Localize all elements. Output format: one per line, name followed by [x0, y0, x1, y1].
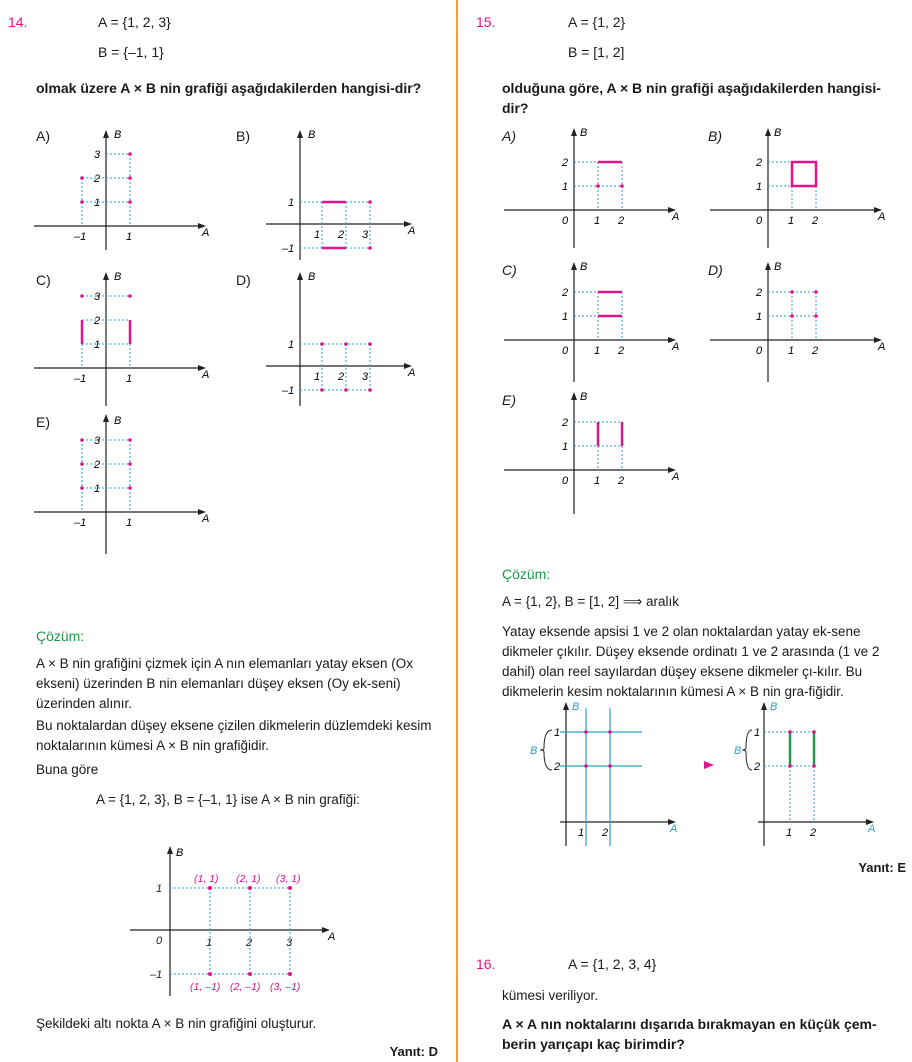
svg-text:A: A [878, 341, 886, 353]
axis-y-label: B [114, 271, 122, 283]
tick-x: 1 [314, 371, 321, 383]
tick-x: 1 [314, 229, 321, 241]
svg-text:2: 2 [754, 761, 761, 773]
graph-option-b-14 [262, 126, 422, 262]
svg-text:2: 2 [602, 827, 609, 839]
question-number-16: 16. [476, 956, 496, 972]
question-text-16: A × A nın noktalarını dışarıda bırakmayan en küçük çem-berin yarıçapı kaç birimdir? [502, 1016, 877, 1052]
svg-text:1: 1 [578, 827, 585, 839]
svg-text:2: 2 [812, 215, 819, 227]
graph-option-d-15 [706, 258, 896, 384]
option-label-e-15: E) [502, 392, 516, 408]
conclusion-14: Şekildeki altı nokta A × B nin grafiğini oluşturur. [36, 1016, 317, 1031]
svg-text:2: 2 [810, 827, 817, 839]
tick-y: 1 [94, 483, 101, 495]
tick-y: –1 [150, 969, 163, 981]
option-label-a-14: A) [36, 128, 50, 144]
svg-text:1: 1 [594, 215, 601, 227]
solution-graph-14 [128, 840, 348, 1000]
svg-text:2: 2 [562, 157, 569, 169]
svg-text:2: 2 [812, 345, 819, 357]
graph-option-b-15 [706, 124, 896, 250]
solution-equation-14: A = {1, 2, 3}, B = {–1, 1} ise A × B nin grafiği: [96, 792, 360, 807]
svg-text:B: B [774, 261, 782, 273]
tick-x: 2 [246, 937, 253, 949]
question-text-14: olmak üzere A × B nin grafiği aşağıdakilerden hangisi-dir? [36, 80, 422, 96]
graph-option-a-14 [30, 126, 210, 252]
tick-y: 1 [156, 883, 163, 895]
axis-x-label: A [202, 513, 210, 525]
svg-text:1: 1 [788, 215, 795, 227]
axis-x-label: A [202, 227, 210, 239]
tick-x: –1 [74, 231, 87, 243]
axis-y-label: B [308, 129, 316, 141]
svg-text:B: B [734, 745, 742, 757]
answer-15: Yanıt: E [858, 860, 906, 875]
tick-x: –1 [74, 373, 87, 385]
svg-text:1: 1 [562, 311, 569, 323]
axis-x-label: A [408, 225, 416, 237]
point-label: (2, –1) [230, 981, 261, 993]
point-label: (1, 1) [194, 873, 219, 885]
point-label: (3, –1) [270, 981, 301, 993]
svg-text:0: 0 [562, 345, 569, 357]
tick-y: 3 [94, 291, 101, 303]
svg-text:1: 1 [594, 345, 601, 357]
svg-text:B: B [530, 745, 538, 757]
svg-text:2: 2 [756, 157, 763, 169]
graph-option-a-15 [500, 124, 690, 250]
tick-y: –1 [282, 385, 295, 397]
svg-text:B: B [580, 261, 588, 273]
axis-y-label: B [308, 271, 316, 283]
svg-text:B: B [572, 701, 580, 713]
point-label: (1, –1) [190, 981, 221, 993]
tick-x: –1 [74, 517, 87, 529]
set-a-14: A = {1, 2, 3} [98, 14, 171, 30]
svg-text:A: A [672, 471, 680, 483]
svg-text:2: 2 [618, 475, 625, 487]
tick-y: 2 [94, 315, 101, 327]
option-label-d-15: D) [708, 262, 723, 278]
option-label-d-14: D) [236, 272, 251, 288]
svg-text:1: 1 [756, 311, 763, 323]
tick-y: 1 [94, 339, 101, 351]
svg-text:2: 2 [562, 417, 569, 429]
solution-graph-right-15 [734, 698, 898, 848]
tick-y: 3 [94, 149, 101, 161]
svg-text:A: A [672, 341, 680, 353]
svg-text:0: 0 [562, 475, 569, 487]
set-a-15: A = {1, 2} [568, 14, 626, 30]
answer-14: Yanıt: D [389, 1044, 438, 1059]
tick-x: 2 [338, 229, 345, 241]
solution-paragraph-2-14: Bu noktalardan düşey eksene çizilen dikmelerin düzlemdeki kesim noktalarının kümesi A × B nin grafiğidir. [36, 718, 432, 753]
tick-x: 1 [206, 937, 213, 949]
question-number-15: 15. [476, 14, 496, 30]
svg-text:B: B [774, 127, 782, 139]
graph-option-c-14 [30, 268, 210, 408]
axis-x-label: A [202, 369, 210, 381]
svg-text:0: 0 [756, 215, 763, 227]
svg-text:1: 1 [754, 727, 761, 739]
svg-text:2: 2 [618, 345, 625, 357]
option-label-c-14: C) [36, 272, 51, 288]
tick-x: 1 [126, 373, 133, 385]
solution-paragraph-15: Yatay eksende apsisi 1 ve 2 olan noktalardan yatay ek-sene dikmeler çıkılır. Düşey eksende ordinatı 1 ve 2 arasında (1 ve 2 dahil) olan reel sayılardan düşey eksene dikmeler çı-kılır. Bu dikmelerin kesim noktalarının kümesi A × B nin gra-fiğidir. [502, 624, 880, 699]
set-b-15: B = [1, 2] [568, 44, 625, 60]
graph-option-e-14 [30, 410, 210, 556]
solution-title-14: Çözüm: [36, 628, 85, 644]
solution-paragraph-1-14: A × B nin grafiğini çizmek için A nın elemanları yatay eksen (Ox ekseni) üzerinden B nin elemanları düşey eksen (Oy ek-seni) üzerinden alınır. [36, 656, 414, 711]
svg-text:1: 1 [788, 345, 795, 357]
svg-text:B: B [580, 391, 588, 403]
tick-y: –1 [282, 243, 295, 255]
svg-text:1: 1 [562, 441, 569, 453]
svg-text:1: 1 [594, 475, 601, 487]
tick-y: 2 [94, 173, 101, 185]
tick-x: 3 [362, 229, 369, 241]
svg-text:A: A [670, 823, 678, 835]
axis-x-label: A [328, 931, 336, 943]
svg-text:2: 2 [562, 287, 569, 299]
option-label-c-15: C) [502, 262, 517, 278]
option-label-a-15: A) [502, 128, 516, 144]
svg-text:1: 1 [786, 827, 793, 839]
option-label-e-14: E) [36, 414, 50, 430]
origin-label: 0 [156, 935, 163, 947]
tick-y: 2 [94, 459, 101, 471]
svg-text:1: 1 [756, 181, 763, 193]
solution-title-15: Çözüm: [502, 566, 551, 582]
point-label: (3, 1) [276, 873, 301, 885]
arrow-icon [676, 758, 716, 772]
solution-graph-left-15 [530, 698, 690, 848]
svg-text:0: 0 [562, 215, 569, 227]
tick-x: 3 [286, 937, 293, 949]
svg-text:2: 2 [756, 287, 763, 299]
solution-paragraph-3-14: Buna göre [36, 762, 99, 777]
svg-text:B: B [580, 127, 588, 139]
tick-x: 1 [126, 517, 133, 529]
svg-text:B: B [770, 701, 778, 713]
svg-text:2: 2 [554, 761, 561, 773]
tick-y: 1 [288, 339, 295, 351]
axis-x-label: A [408, 367, 416, 379]
tick-x: 3 [362, 371, 369, 383]
svg-text:A: A [672, 211, 680, 223]
tick-y: 1 [288, 197, 295, 209]
option-label-b-15: B) [708, 128, 722, 144]
option-label-b-14: B) [236, 128, 250, 144]
tick-y: 3 [94, 435, 101, 447]
svg-text:2: 2 [618, 215, 625, 227]
intro-16: kümesi veriliyor. [502, 988, 599, 1003]
tick-x: 1 [126, 231, 133, 243]
axis-y-label: B [114, 415, 122, 427]
axis-y-label: B [114, 129, 122, 141]
solution-equation-15: A = {1, 2}, B = [1, 2] ⟹ aralık [502, 594, 679, 609]
set-a-16: A = {1, 2, 3, 4} [568, 956, 657, 972]
tick-x: 2 [338, 371, 345, 383]
question-number-14: 14. [8, 14, 28, 30]
point-label: (2, 1) [236, 873, 261, 885]
svg-text:1: 1 [554, 727, 561, 739]
set-b-14: B = {–1, 1} [98, 44, 164, 60]
svg-text:0: 0 [756, 345, 763, 357]
graph-option-c-15 [500, 258, 690, 384]
svg-text:A: A [878, 211, 886, 223]
axis-y-label: B [176, 847, 184, 859]
svg-text:A: A [868, 823, 876, 835]
tick-y: 1 [94, 197, 101, 209]
graph-option-e-15 [500, 388, 690, 516]
column-divider [456, 0, 458, 1062]
graph-option-d-14 [262, 268, 422, 408]
svg-text:1: 1 [562, 181, 569, 193]
question-text-15: olduğuna göre, A × B nin grafiği aşağıdakilerden hangisi-dir? [502, 80, 881, 116]
